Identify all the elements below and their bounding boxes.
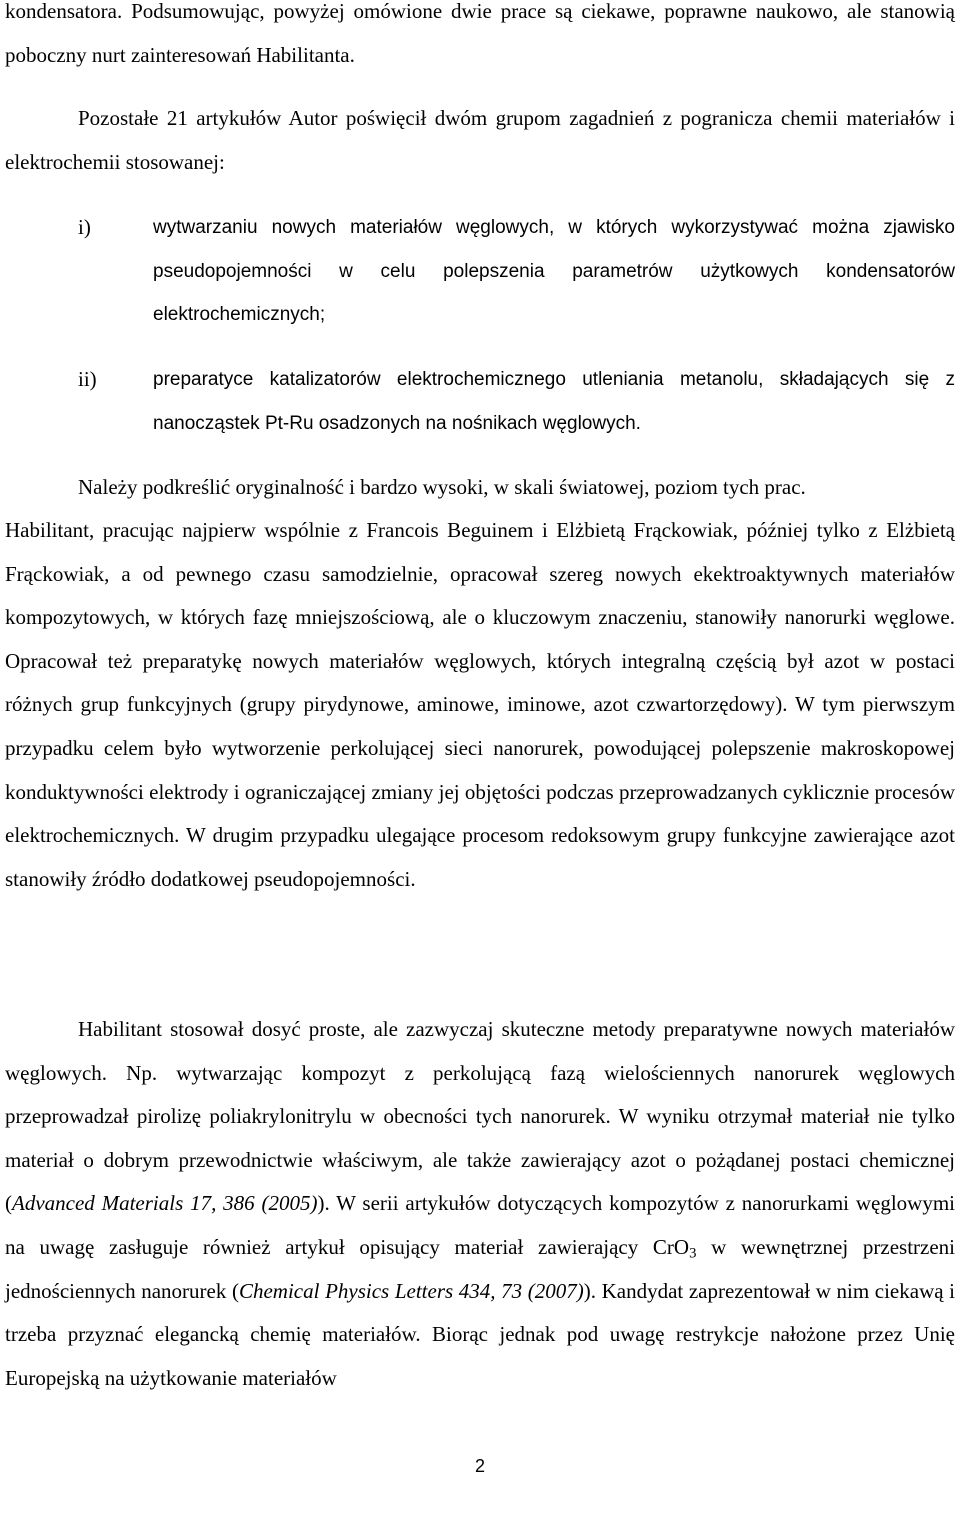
- list-item-text: preparatyce katalizatorów elektrochemicznego utleniania metanolu, składających się z nanocząstek Pt-Ru osadzonych na nośnikach węglowych.: [153, 369, 955, 434]
- paragraph-originality: [5, 466, 955, 510]
- page-number: 2: [474, 1456, 485, 1476]
- citation-advanced-materials: Advanced Materials 17, 386 (2005): [12, 1191, 318, 1216]
- subscript-3: 3: [689, 1245, 697, 1262]
- methods-text-1: Habilitant stosował dosyć proste, ale zazwyczaj skuteczne metody preparatywne nowych materiałów węglowych. Np. wytwarzając kompozyt z perkolującą fazą wielościennych nanorurek węglowych przeprowadzał pirolizę poliakrylonitrylu w obecności tych nanorurek. W wyniku otrzymał materiał nie tylko materiał o dobrym przewodnictwie właściwym, ale także zawierający azot o pożądanej postaci chemicznej (: [5, 1017, 955, 1216]
- paragraph-habilitant-work: Habilitant, pracując najpierw wspólnie z Francois Beguinem i Elżbietą Frąckowiak, później tylko z Elżbietą Frąckowiak, a od pewnego czasu samodzielnie, opracował szereg nowych ekektroaktywnych materiałów kompozytowych, w których fazę mniejszościową, ale o kluczowym znaczeniu, stanowiły nanorurki węglowe. Opracował też preparatykę nowych materiałów węglowych, których integralną częścią był azot w postaci różnych grup funkcyjnych (grupy pirydynowe, aminowe, iminowe, azot czwartorzędowy). W tym pierwszym przypadku celem było wytworzenie perkolującej sieci nanorurek, powodującej polepszenie makroskopowej konduktywności elektrody i ograniczającej zmiany jej objętości podczas przeprowadzanych cyklicznie procesów elektrochemicznych. W drugim przypadku ulegające procesom redoksowym grupy funkcyjne zawierające azot stanowiły źródło dodatkowej pseudopojemności.: [5, 518, 955, 891]
- list-item-text: wytwarzaniu nowych materiałów węglowych, w których wykorzystywać można zjawisko pseudopojemności w celu polepszenia parametrów użytkowych kondensatorów elektrochemicznych;: [153, 217, 955, 326]
- paragraph-continuation: kondensatora. Podsumowując, powyżej omówione dwie prace są ciekawe, poprawne naukowo, ale stanowią poboczny nurt zainteresowań Habilitanta.: [5, 0, 955, 67]
- paragraph-topics-intro: Pozostałe 21 artykułów Autor poświęcił dwóm grupom zagadnień z pogranicza chemii materiałów i elektrochemii stosowanej:: [5, 106, 955, 174]
- methods-text-3: w wewnętrznej przestrzeni jednościennych nanorurek (: [5, 1234, 955, 1303]
- methods-text-2: ). W serii artykułów dotyczących kompozytów z nanorurkami węglowymi na uwagę zasługuje również artykuł opisujący materiał zawierający CrO: [5, 1191, 955, 1259]
- citation-chemical-physics-letters: Chemical Physics Letters 434, 73 (2007): [238, 1278, 584, 1303]
- list-marker: ii): [78, 367, 97, 391]
- list-marker: i): [78, 215, 91, 239]
- methods-text-4: ). Kandydat zaprezentował w nim ciekawą i trzeba przyznać elegancką chemię materiałów. Biorąc jednak pod uwagę restrykcje nałożone przez Unię Europejską na użytkowanie materiałów: [5, 1278, 956, 1390]
- paragraph-methods: [5, 1008, 955, 1400]
- sentence-originality: Należy podkreślić oryginalność i bardzo wysoki, w skali światowej, poziom tych prac.: [78, 475, 806, 499]
